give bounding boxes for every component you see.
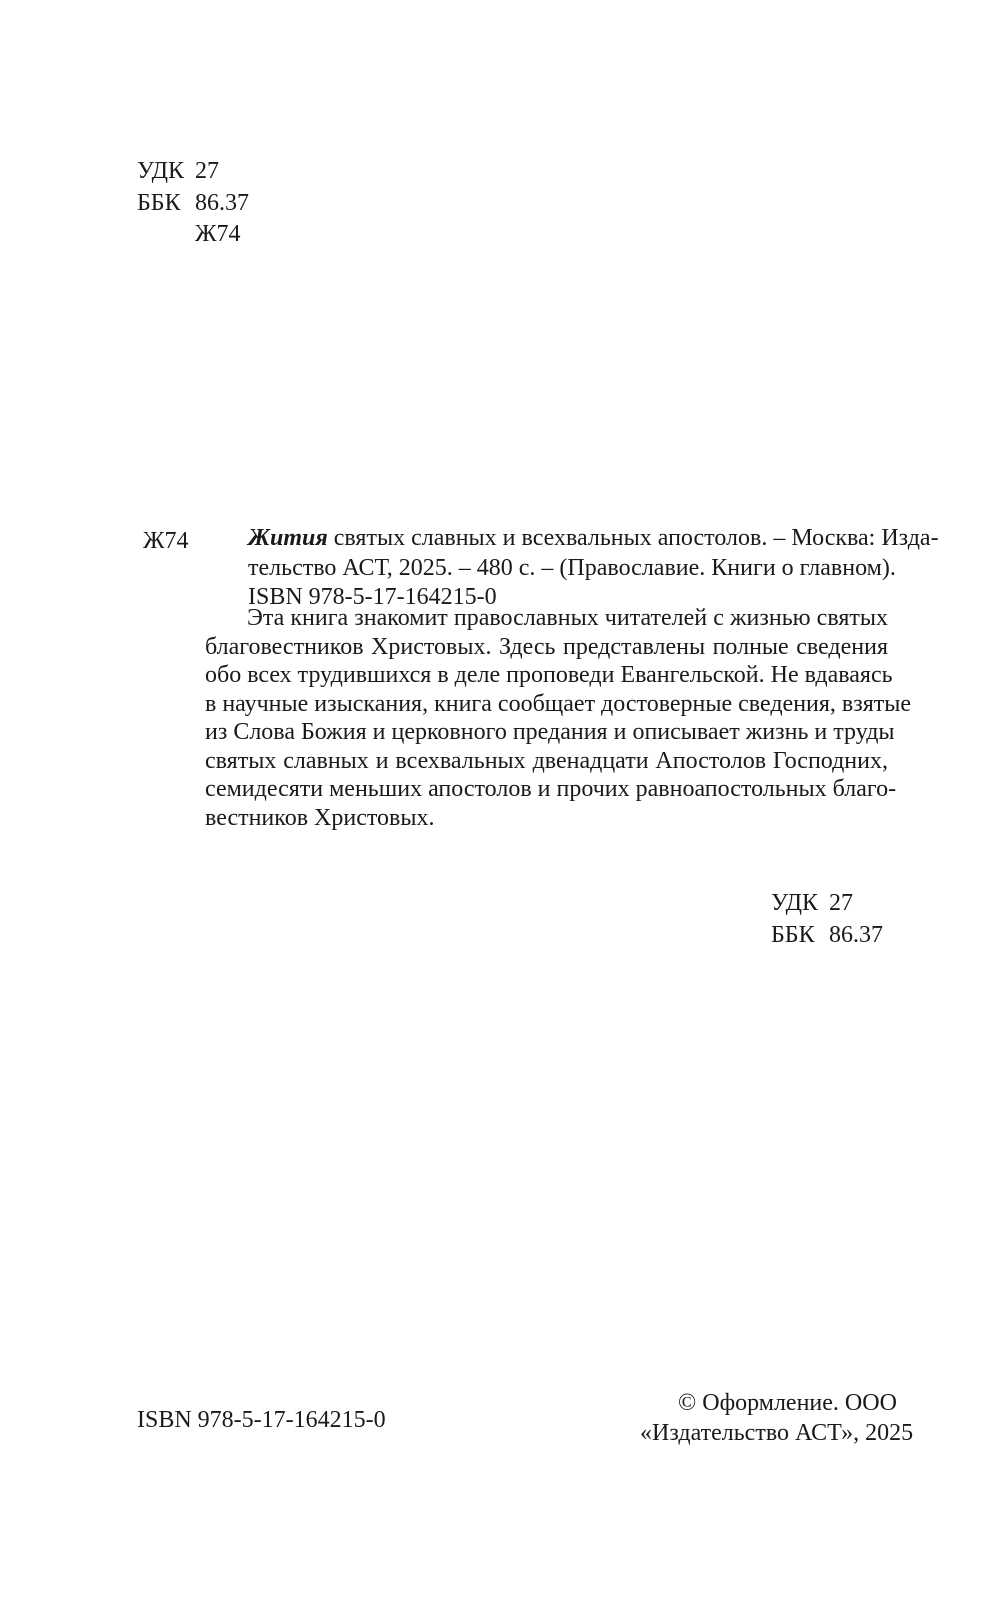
top-udk-label: УДК	[137, 158, 184, 184]
top-bbk-value: 86.37	[195, 190, 249, 216]
annotation-line: Эта книга знакомит православных читателей с жизнью святых	[247, 605, 888, 631]
top-author-mark: Ж74	[195, 221, 241, 247]
annotation-line: в научные изыскания, книга сообщает достоверные сведения, взятые	[205, 690, 912, 717]
copyright-line-1: © Оформление. ООО	[678, 1390, 897, 1416]
entry-author-mark: Ж74	[143, 528, 189, 554]
bottom-udk-label: УДК	[771, 890, 818, 916]
bottom-bbk-value: 86.37	[829, 922, 883, 948]
annotation-line: обо всех трудившихся в деле проповеди Евангельской. Не вдаваясь	[205, 662, 893, 688]
top-bbk-label: ББК	[137, 190, 181, 216]
entry-line-1-rest: святых славных и всехвальных апостолов. – Москва: Изда-	[327, 525, 939, 551]
bibliographic-entry	[248, 524, 939, 613]
annotation	[205, 604, 912, 832]
annotation-line: вестников Христовых.	[205, 804, 435, 831]
entry-isbn: ISBN 978-5-17-164215-0	[248, 584, 497, 610]
annotation-line: святых славных и всехвальных двенадцати Апостолов Господних,	[205, 747, 888, 774]
entry-line-2: тельство АСТ, 2025. – 480 с. – (Православие. Книги о главном).	[248, 554, 896, 581]
bottom-bbk-label: ББК	[771, 922, 815, 948]
annotation-line: благовестников Христовых. Здесь представлены полные сведения	[205, 633, 888, 660]
footer-isbn: ISBN 978-5-17-164215-0	[137, 1407, 386, 1433]
bottom-udk-value: 27	[829, 890, 853, 916]
top-udk-value: 27	[195, 158, 219, 184]
annotation-line: из Слова Божия и церковного предания и описывает жизнь и труды	[205, 719, 895, 745]
annotation-line: семидесяти меньших апостолов и прочих равноапостольных благо-	[205, 776, 897, 802]
copyright-line-2: «Издательство АСТ», 2025	[640, 1420, 914, 1446]
entry-title: Жития	[248, 525, 328, 551]
entry-line-1	[248, 524, 939, 554]
